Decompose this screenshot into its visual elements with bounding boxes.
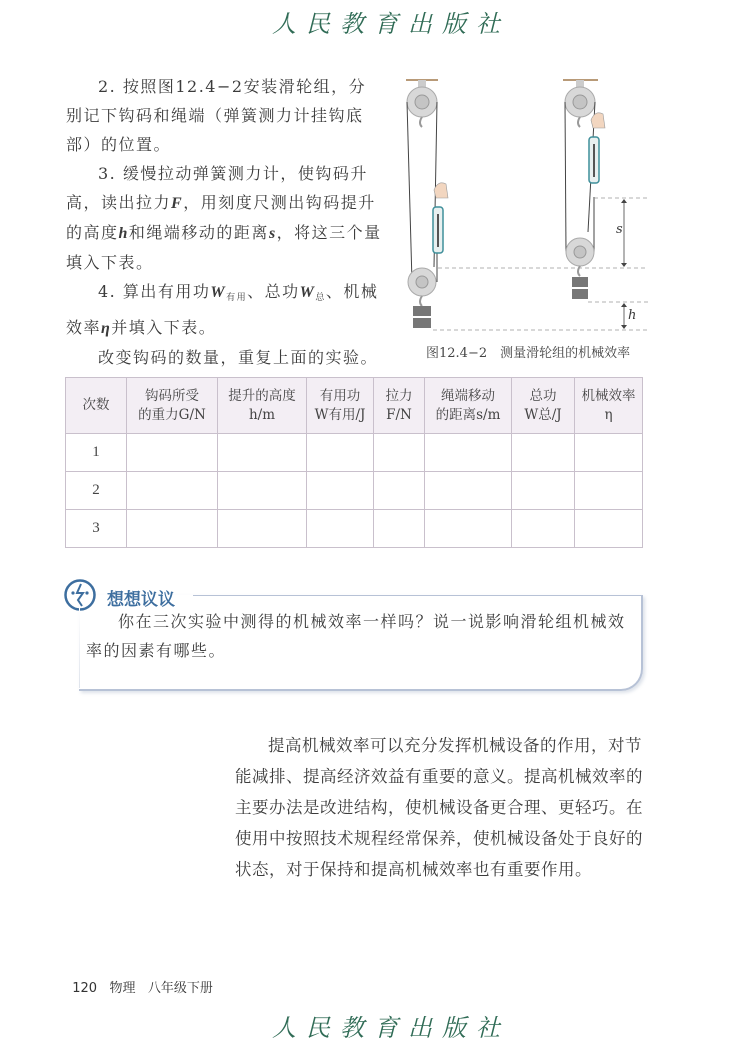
cell-empty — [575, 472, 643, 510]
header-useful-work: 有用功 W有用/J — [307, 378, 374, 434]
row-index: 2 — [66, 472, 127, 510]
header-pull-force: 拉力 F/N — [374, 378, 425, 434]
cell-empty — [218, 510, 307, 548]
cell-empty — [425, 472, 512, 510]
cell-empty — [512, 510, 575, 548]
cell-empty — [218, 472, 307, 510]
body-paragraph: 提高机械效率可以充分发挥机械设备的作用，对节能减排、提高经济效益有重要的意义。提高机械效率的主要办法是改进结构，使机械设备更合理、更轻巧。在使用中按照技术规程经常保养，使机械设备处于良好的状态，对于保持和提高机械效率也有重要作用。 — [235, 736, 643, 879]
cell-empty — [425, 510, 512, 548]
header-rope-distance: 绳端移动 的距离s/m — [425, 378, 512, 434]
cell-empty — [374, 472, 425, 510]
cell-empty — [307, 472, 374, 510]
cell-empty — [575, 510, 643, 548]
cell-empty — [512, 472, 575, 510]
cell-empty — [307, 510, 374, 548]
repeat-instruction: 改变钩码的数量，重复上面的实验。 — [98, 348, 379, 367]
label-s: s — [616, 222, 623, 237]
header-count: 次数 — [66, 378, 127, 434]
header-weight: 钩码所受 的重力G/N — [127, 378, 218, 434]
cell-empty — [425, 434, 512, 472]
table-row — [66, 434, 643, 472]
step-3: 3. 缓慢拉动弹簧测力计，使钩码升高，读出拉力F，用刻度尺测出钩码提升的高度h和绳端移动的距离s，将这三个量填入下表。 — [66, 164, 382, 272]
grade-label: 八年级下册 — [147, 981, 213, 996]
table-header-row — [66, 378, 643, 434]
page-footer — [64, 962, 213, 996]
figure-caption: 图12.4−2 测量滑轮组的机械效率 — [426, 346, 631, 361]
publisher-logo-footer: 人民教育出版社 — [272, 1014, 510, 1042]
row-index: 3 — [66, 510, 127, 548]
page-number: 120 — [72, 981, 98, 996]
pulley-figure — [398, 72, 648, 362]
step-4: 4. 算出有用功$W_{有用}$、总功$W_总$、机械效率η并填入下表。 — [66, 282, 379, 337]
row-index: 1 — [66, 434, 127, 472]
cell-empty — [218, 434, 307, 472]
cell-empty — [127, 510, 218, 548]
cell-empty — [127, 434, 218, 472]
header-efficiency: 机械效率 η — [575, 378, 643, 434]
left-faded-border — [79, 608, 80, 688]
step-2: 2. 按照图12.4−2安装滑轮组，分别记下钩码和绳端（弹簧测力计挂钩底部）的位置。 — [66, 77, 367, 154]
publisher-logo-header: 人民教育出版社 — [272, 10, 510, 38]
cell-empty — [374, 434, 425, 472]
instruction-steps — [66, 72, 382, 372]
cell-empty — [307, 434, 374, 472]
experiment-table — [65, 377, 643, 548]
cell-empty — [374, 510, 425, 548]
cell-empty — [127, 472, 218, 510]
discussion-text: 你在三次实验中测得的机械效率一样吗？说一说影响滑轮组机械效率的因素有哪些。 — [86, 612, 626, 660]
table-row — [66, 472, 643, 510]
header-total-work: 总功 W总/J — [512, 378, 575, 434]
subject-label: 物理 — [109, 981, 136, 996]
cell-empty — [575, 434, 643, 472]
pulley-diagram-icon — [398, 72, 648, 342]
discussion-section — [63, 578, 643, 690]
discussion-title: 想想议议 — [107, 590, 175, 610]
table-row — [66, 510, 643, 548]
cell-empty — [512, 434, 575, 472]
header-height: 提升的高度 h/m — [218, 378, 307, 434]
label-h: h — [628, 308, 637, 323]
